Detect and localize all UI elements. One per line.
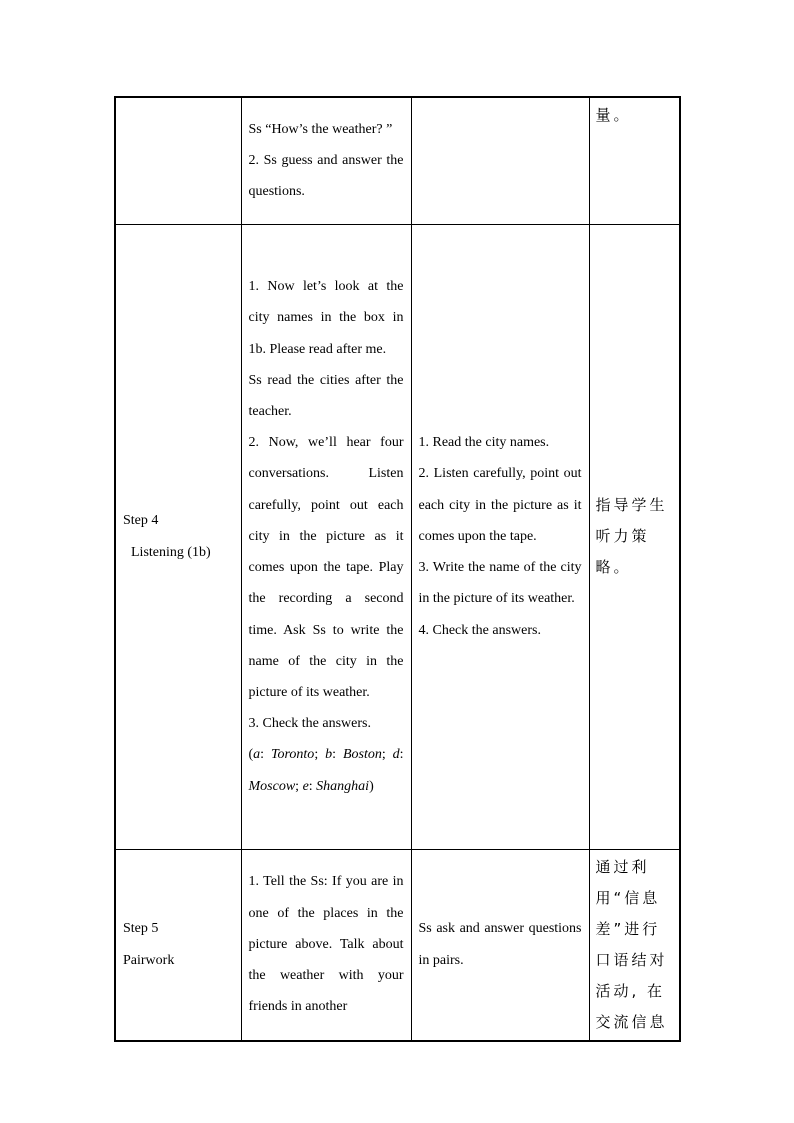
step-cell — [115, 224, 241, 849]
student-activity-cell — [411, 224, 589, 849]
teacher-activity-cell — [241, 849, 411, 1041]
answer-key: (a: Toronto; b: Boston; d: Moscow; e: Shanghai) — [248, 747, 404, 794]
teacher-line: 1. Now let’s look at the city names in the box in 1b. Please read after me. — [248, 279, 404, 357]
purpose-cell — [589, 224, 680, 849]
purpose-cell — [589, 849, 680, 1041]
purpose-text: 量。 — [595, 106, 632, 124]
table-row-step-4 — [115, 224, 680, 849]
table-row-step-5 — [115, 849, 680, 1041]
table-row-continuation — [115, 97, 680, 224]
teacher-line: 3. Check the answers. — [248, 716, 371, 732]
teacher-activity-cell — [241, 224, 411, 849]
step-cell — [115, 849, 241, 1041]
student-line: Ss ask and answer questions in pairs. — [418, 921, 582, 968]
teacher-line: 2. Now, we’ll hear four conversations. Listen carefully, point out each city in the picture as it comes upon the tape. Play the recording a second time. Ask Ss to write the name of the city in the picture of its weather. — [248, 435, 404, 700]
teacher-line: 2. Ss guess and answer the questions. — [248, 153, 404, 200]
teacher-line: Ss “How’s the weather? ” — [248, 121, 393, 137]
teacher-activity-cell — [241, 97, 411, 224]
student-line: 2. Listen carefully, point out each city in the picture as it comes upon the tape. — [418, 466, 582, 544]
step-number: Step 5 — [123, 921, 159, 937]
student-line: 4. Check the answers. — [418, 622, 541, 638]
lesson-plan-table — [114, 96, 681, 1042]
purpose-cell — [589, 97, 680, 224]
student-line: 1. Read the city names. — [418, 435, 550, 451]
step-cell — [115, 97, 241, 224]
step-title: Pairwork — [123, 952, 175, 968]
step-title: Listening (1b) — [131, 544, 211, 560]
student-activity-cell — [411, 849, 589, 1041]
student-line: 3. Write the name of the city in the picture of its weather. — [418, 560, 582, 607]
teacher-line: Ss read the cities after the teacher. — [248, 372, 404, 420]
purpose-text: 指导学生听力策略。 — [595, 496, 668, 576]
step-number: Step 4 — [123, 513, 159, 529]
purpose-text: 通过利用“信息差”进行口语结对活动, 在交流信息 — [595, 857, 668, 1031]
teacher-line: 1. Tell the Ss: If you are in one of the places in the picture above. Talk about the weather with your friends in another — [248, 874, 404, 1015]
student-activity-cell — [411, 97, 589, 224]
